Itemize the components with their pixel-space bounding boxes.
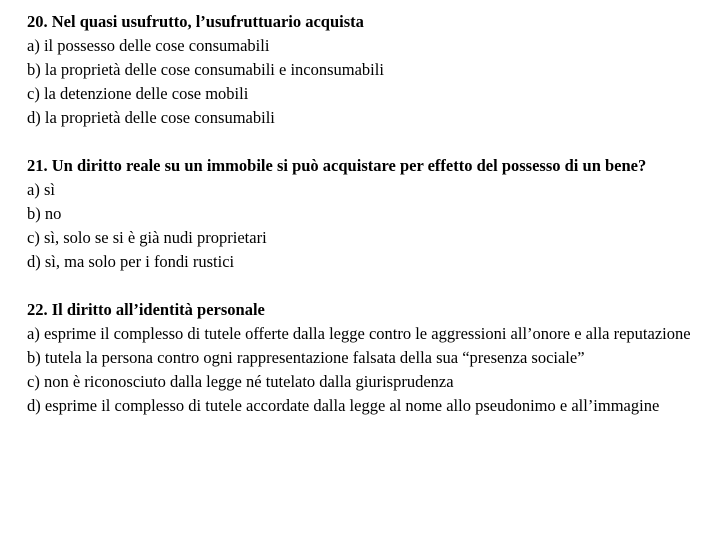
answer-option-c: c) la detenzione delle cose mobili bbox=[27, 84, 249, 103]
answer-option-b: b) la proprietà delle cose consumabili e inconsumabili bbox=[27, 60, 384, 79]
question-22 bbox=[27, 298, 697, 418]
answer-option-b: b) tutela la persona contro ogni rappresentazione falsata della sua “presenza sociale” bbox=[27, 348, 585, 367]
answer-option-c: c) non è riconosciuto dalla legge né tutelato dalla giurisprudenza bbox=[27, 372, 454, 391]
answer-option-b: b) no bbox=[27, 204, 62, 223]
answer-option-a: a) il possesso delle cose consumabili bbox=[27, 36, 270, 55]
answer-option-a: a) sì bbox=[27, 180, 55, 199]
question-title: 20. Nel quasi usufrutto, l’usufruttuario acquista bbox=[27, 12, 364, 31]
quiz-document bbox=[27, 10, 697, 442]
answer-option-d: d) esprime il complesso di tutele accordate dalla legge al nome allo pseudonimo e all’immagine bbox=[27, 396, 660, 415]
answer-option-c: c) sì, solo se si è già nudi proprietari bbox=[27, 228, 267, 247]
question-title: 22. Il diritto all’identità personale bbox=[27, 300, 265, 319]
question-20 bbox=[27, 10, 697, 130]
question-title: 21. Un diritto reale su un immobile si può acquistare per effetto del possesso di un bene? bbox=[27, 156, 647, 175]
answer-option-a: a) esprime il complesso di tutele offerte dalla legge contro le aggressioni all’onore e alla reputazione bbox=[27, 324, 691, 343]
question-21 bbox=[27, 154, 697, 274]
answer-option-d: d) la proprietà delle cose consumabili bbox=[27, 108, 275, 127]
answer-option-d: d) sì, ma solo per i fondi rustici bbox=[27, 252, 235, 271]
